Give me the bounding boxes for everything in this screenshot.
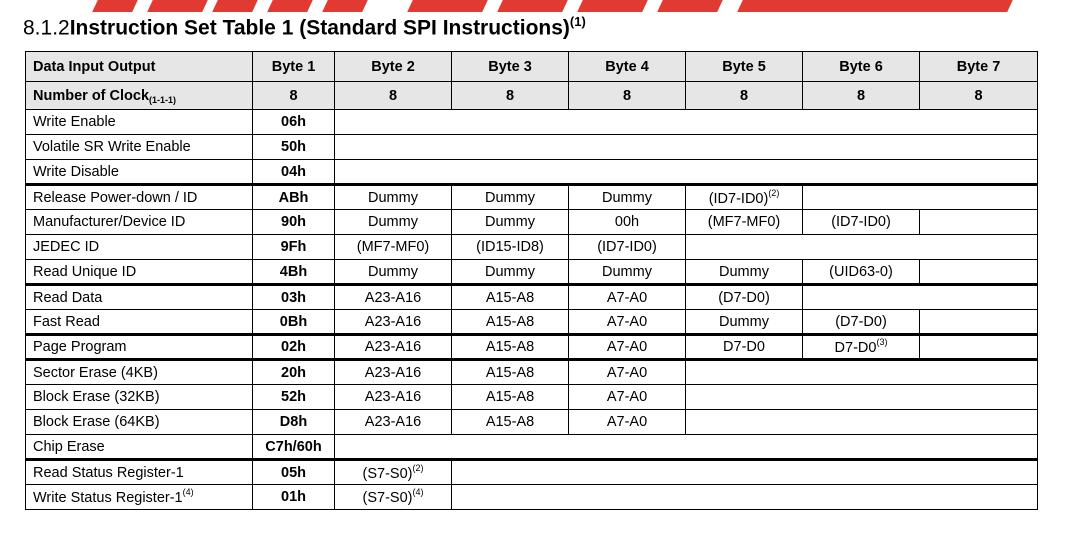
byte-value: A7-A0 <box>606 389 648 405</box>
byte-cell <box>335 235 452 260</box>
byte-value: Dummy <box>719 313 769 330</box>
byte-value: (ID7-ID0) <box>597 239 657 255</box>
byte-value: A15-A8 <box>485 339 535 355</box>
byte-cell <box>569 210 686 235</box>
instruction-name: Read Data <box>33 289 103 306</box>
instruction-name-cell <box>26 135 253 160</box>
table-row <box>26 310 1038 335</box>
instruction-name-cell <box>26 235 253 260</box>
table-row <box>26 185 1038 210</box>
byte-cell <box>452 310 569 335</box>
byte-value: A7-A0 <box>606 364 648 381</box>
byte-value: A15-A8 <box>485 364 535 381</box>
byte-cell <box>335 360 452 385</box>
instruction-name-cell <box>26 410 253 435</box>
byte-cell <box>569 410 686 435</box>
table-row <box>26 210 1038 235</box>
empty-cell <box>686 235 1038 260</box>
opcode-cell: 02h <box>253 335 335 360</box>
byte-cell <box>452 235 569 260</box>
byte-value: Dummy <box>368 263 418 280</box>
byte-cell <box>569 385 686 410</box>
byte-cell <box>335 285 452 310</box>
opcode-cell: 9Fh <box>253 235 335 260</box>
instruction-name-cell <box>26 385 253 410</box>
opcode-cell: 52h <box>253 385 335 410</box>
byte-value: Dummy <box>602 263 652 280</box>
byte-cell <box>803 260 920 285</box>
byte-value: (MF7-MF0) <box>707 214 781 230</box>
logo-banner <box>0 0 1077 12</box>
opcode-cell: 01h <box>253 485 335 510</box>
byte-cell <box>452 185 569 210</box>
byte-value: (S7-S0) <box>362 489 413 506</box>
byte-cell <box>452 385 569 410</box>
instruction-name: Chip Erase <box>33 438 105 455</box>
table-row <box>26 235 1038 260</box>
byte-cell <box>803 310 920 335</box>
byte-value: A23-A16 <box>364 389 422 405</box>
header-cell: Byte 2 <box>335 52 452 82</box>
byte-cell <box>803 210 920 235</box>
byte-cell <box>335 260 452 285</box>
byte-value: (UID63-0) <box>829 263 893 280</box>
instruction-name-cell <box>26 435 253 460</box>
instruction-rows <box>26 110 1038 510</box>
table-row <box>26 435 1038 460</box>
opcode-cell: 20h <box>253 360 335 385</box>
instruction-name: Write Enable <box>33 114 116 130</box>
header-cell: Byte 3 <box>452 52 569 82</box>
byte-cell <box>452 360 569 385</box>
instruction-name-cell <box>26 260 253 285</box>
byte-value: A15-A8 <box>485 313 535 330</box>
byte-cell <box>686 185 803 210</box>
instruction-name: Read Status Register-1 <box>33 464 184 481</box>
empty-cell <box>803 285 1038 310</box>
byte-value: (D7-D0) <box>718 289 770 306</box>
instruction-name: Release Power-down / ID <box>33 189 198 206</box>
byte-value: A7-A0 <box>606 414 648 430</box>
byte-cell <box>335 310 452 335</box>
byte-value: A7-A0 <box>606 289 648 306</box>
byte-cell <box>335 460 452 485</box>
byte-value: Dummy <box>485 214 535 230</box>
instruction-name-cell <box>26 285 253 310</box>
opcode-cell: 0Bh <box>253 310 335 335</box>
instruction-name: Write Disable <box>33 163 119 180</box>
byte-cell <box>452 410 569 435</box>
byte-value: A15-A8 <box>485 289 535 306</box>
byte-value: Dummy <box>602 189 652 206</box>
opcode-cell: 4Bh <box>253 260 335 285</box>
table-row <box>26 335 1038 360</box>
table-row <box>26 360 1038 385</box>
table-row <box>26 135 1038 160</box>
table-row <box>26 410 1038 435</box>
byte-cell <box>803 335 920 360</box>
instruction-name-cell <box>26 460 253 485</box>
empty-cell <box>686 360 1038 385</box>
instruction-name: Block Erase (64KB) <box>33 414 160 430</box>
opcode-cell: 04h <box>253 160 335 185</box>
section-heading <box>23 16 586 46</box>
instruction-name-cell <box>26 185 253 210</box>
empty-cell <box>686 385 1038 410</box>
byte-value: (ID7-ID0) <box>708 190 769 207</box>
byte-cell <box>335 385 452 410</box>
instruction-name: Volatile SR Write Enable <box>33 139 191 155</box>
empty-cell <box>920 260 1038 285</box>
byte-cell <box>686 210 803 235</box>
empty-cell <box>335 435 1038 460</box>
header-cell: Byte 7 <box>920 52 1038 82</box>
byte-value: Dummy <box>485 263 535 280</box>
byte-cell <box>569 235 686 260</box>
clock-cell: 8 <box>803 82 920 110</box>
instruction-name-cell <box>26 110 253 135</box>
section-number: 8.1.2 <box>23 16 70 40</box>
section-note: (1) <box>569 14 586 29</box>
byte-cell <box>569 260 686 285</box>
byte-value: Dummy <box>368 189 418 206</box>
table-row <box>26 285 1038 310</box>
byte-value: 00h <box>614 214 640 230</box>
table-row <box>26 485 1038 510</box>
header-cell: Byte 6 <box>803 52 920 82</box>
header-cell: Data Input Output <box>26 52 253 82</box>
empty-cell <box>335 110 1038 135</box>
section-title: Instruction Set Table 1 (Standard SPI Instructions) <box>69 16 570 40</box>
instruction-name: Block Erase (32KB) <box>33 389 160 405</box>
header-cell: Byte 1 <box>253 52 335 82</box>
byte-cell <box>335 410 452 435</box>
clock-cell: 8 <box>253 82 335 110</box>
header-cell: Byte 4 <box>569 52 686 82</box>
byte-cell <box>686 285 803 310</box>
byte-value: A23-A16 <box>364 289 422 306</box>
instruction-name: Write Status Register-1 <box>33 489 183 506</box>
empty-cell <box>452 485 1038 510</box>
table-row <box>26 160 1038 185</box>
clock-label-cell <box>26 82 253 110</box>
instruction-name-cell <box>26 160 253 185</box>
opcode-cell: 90h <box>253 210 335 235</box>
byte-cell <box>335 185 452 210</box>
byte-cell <box>335 335 452 360</box>
instruction-name-cell <box>26 310 253 335</box>
instruction-name-cell <box>26 360 253 385</box>
empty-cell <box>803 185 1038 210</box>
opcode-cell: 05h <box>253 460 335 485</box>
table-row <box>26 260 1038 285</box>
footnote-mark: (4) <box>412 487 424 498</box>
byte-cell <box>569 335 686 360</box>
byte-cell <box>686 335 803 360</box>
empty-cell <box>452 460 1038 485</box>
byte-value: (D7-D0) <box>835 313 887 330</box>
byte-cell <box>569 360 686 385</box>
opcode-cell: 06h <box>253 110 335 135</box>
byte-value: Dummy <box>368 214 418 230</box>
clock-cell: 8 <box>686 82 803 110</box>
byte-cell <box>335 485 452 510</box>
opcode-cell: 03h <box>253 285 335 310</box>
instruction-name: Read Unique ID <box>33 263 137 280</box>
footnote-mark: (4) <box>182 487 194 498</box>
byte-value: A23-A16 <box>364 313 422 330</box>
byte-value: A23-A16 <box>364 364 422 381</box>
byte-value: A7-A0 <box>606 313 648 330</box>
clock-cell: 8 <box>452 82 569 110</box>
byte-value: D7-D0 <box>834 339 877 356</box>
instruction-name-cell <box>26 210 253 235</box>
byte-cell <box>452 260 569 285</box>
byte-value: (ID15-ID8) <box>476 239 544 255</box>
opcode-cell: D8h <box>253 410 335 435</box>
byte-cell <box>686 310 803 335</box>
byte-value: Dummy <box>485 189 535 206</box>
byte-cell <box>569 285 686 310</box>
instruction-name: Fast Read <box>33 313 100 330</box>
instruction-name-cell <box>26 335 253 360</box>
footnote-mark: (2) <box>768 187 780 198</box>
empty-cell <box>920 210 1038 235</box>
opcode-cell: ABh <box>253 185 335 210</box>
instruction-name-cell <box>26 485 253 510</box>
opcode-cell: 50h <box>253 135 335 160</box>
byte-value: (S7-S0) <box>362 465 413 482</box>
byte-value: (ID7-ID0) <box>831 214 891 230</box>
clock-label: Number of Clock <box>33 87 150 104</box>
empty-cell <box>920 335 1038 360</box>
instruction-table <box>25 51 1038 510</box>
instruction-name: JEDEC ID <box>33 239 100 255</box>
empty-cell <box>335 135 1038 160</box>
header-cell: Byte 5 <box>686 52 803 82</box>
byte-cell <box>452 210 569 235</box>
table-row <box>26 460 1038 485</box>
footnote-mark: (2) <box>412 462 424 473</box>
byte-value: Dummy <box>719 263 769 280</box>
footnote-mark: (3) <box>876 337 888 348</box>
byte-value: A15-A8 <box>485 414 535 430</box>
byte-cell <box>686 260 803 285</box>
byte-value: (MF7-MF0) <box>356 239 430 255</box>
table-row <box>26 110 1038 135</box>
instruction-name: Manufacturer/Device ID <box>33 214 186 230</box>
byte-cell <box>569 185 686 210</box>
byte-value: A23-A16 <box>364 339 422 355</box>
opcode-cell: C7h/60h <box>253 435 335 460</box>
clock-cell: 8 <box>920 82 1038 110</box>
byte-cell <box>335 210 452 235</box>
instruction-name: Page Program <box>33 339 127 355</box>
table-row <box>26 385 1038 410</box>
instruction-name: Sector Erase (4KB) <box>33 364 158 381</box>
clock-cell: 8 <box>335 82 452 110</box>
clock-mode: (1-1-1) <box>149 94 177 105</box>
byte-value: A15-A8 <box>485 389 535 405</box>
byte-value: A23-A16 <box>364 414 422 430</box>
empty-cell <box>920 310 1038 335</box>
byte-cell <box>452 335 569 360</box>
empty-cell <box>335 160 1038 185</box>
header-row <box>26 52 1038 82</box>
byte-cell <box>452 285 569 310</box>
clock-row <box>26 82 1038 110</box>
byte-value: A7-A0 <box>606 339 648 355</box>
clock-cell: 8 <box>569 82 686 110</box>
byte-value: D7-D0 <box>723 339 765 355</box>
byte-cell <box>569 310 686 335</box>
empty-cell <box>686 410 1038 435</box>
